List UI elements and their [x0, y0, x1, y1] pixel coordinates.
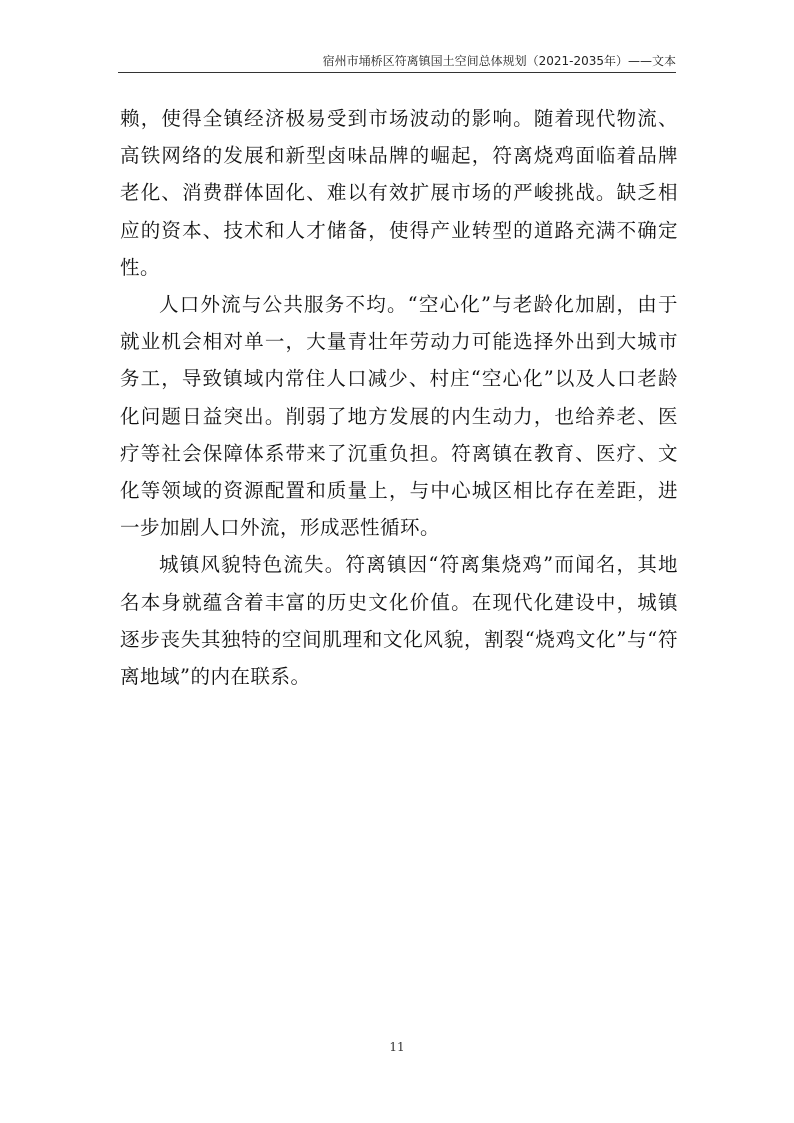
paragraph-continuation: 赖，使得全镇经济极易受到市场波动的影响。随着现代物流、高铁网络的发展和新型卤味品牌的崛起，符离烧鸡面临着品牌老化、消费群体固化、难以有效扩展市场的严峻挑战。缺乏相应的资本、技术和人才储备，使得产业转型的道路充满不确定性。 — [120, 107, 678, 279]
page-number: 11 — [389, 1040, 405, 1054]
document-body — [120, 100, 678, 695]
paragraph-town-character: 城镇风貌特色流失。符离镇因“符离集烧鸡”而闻名，其地名本身就蕴含着丰富的历史文化价值。在现代化建设中，城镇逐步丧失其独特的空间肌理和文化风貌，割裂“烧鸡文化”与“符离地域”的内在联系。 — [120, 553, 678, 689]
page-header: 宿州市埇桥区符离镇国土空间总体规划（2021-2035年）——文本 — [322, 54, 676, 68]
header-divider — [118, 72, 676, 73]
paragraph-population-outflow: 人口外流与公共服务不均。“空心化”与老龄化加剧，由于就业机会相对单一，大量青壮年劳动力可能选择外出到大城市务工，导致镇域内常住人口减少、村庄“空心化”以及人口老龄化问题日益突出。削弱了地方发展的内生动力，也给养老、医疗等社会保障体系带来了沉重负担。符离镇在教育、医疗、文化等领域的资源配置和质量上，与中心城区相比存在差距，进一步加剧人口外流，形成恶性循环。 — [120, 293, 678, 540]
